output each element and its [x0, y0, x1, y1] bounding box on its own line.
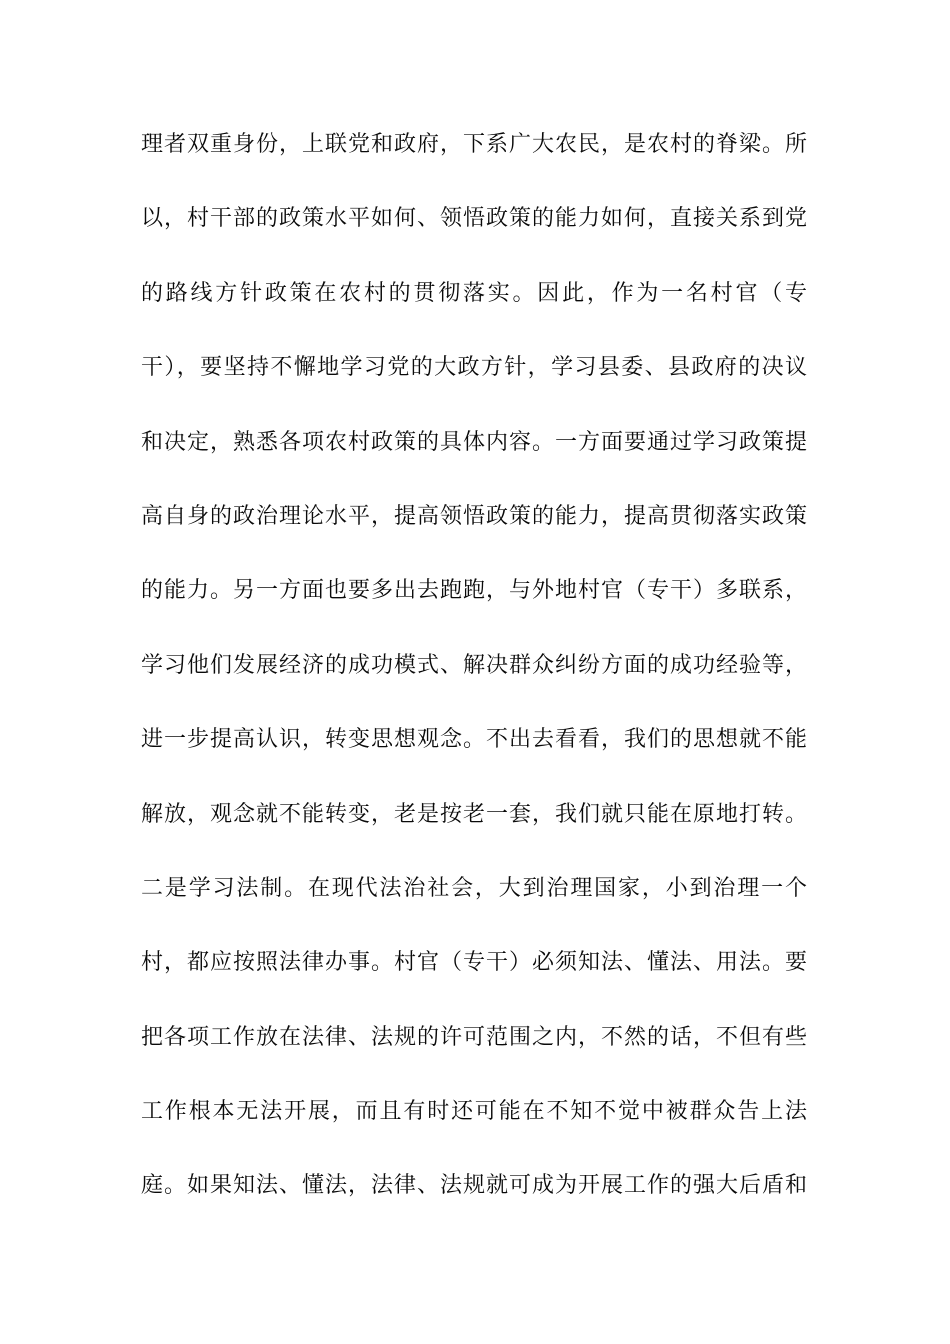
- text-line: 理者双重身份，上联党和政府，下系广大农民，是农村的脊梁。所: [141, 131, 807, 156]
- text-line: 进一步提高认识，转变思想观念。不出去看看，我们的思想就不能: [141, 726, 807, 752]
- text-line: 村，都应按照法律办事。村官（专干）必须知法、懂法、用法。要: [141, 949, 807, 975]
- text-line: 干），要坚持不懈地学习党的大政方针，学习县委、县政府的决议: [141, 354, 807, 380]
- text-line: 把各项工作放在法律、法规的许可范围之内，不然的话，不但有些: [141, 1023, 807, 1049]
- text-line: 解放，观念就不能转变，老是按老一套，我们就只能在原地打转。: [141, 800, 807, 826]
- text-line: 学习他们发展经济的成功模式、解决群众纠纷方面的成功经验等，: [141, 651, 807, 677]
- text-line: 高自身的政治理论水平，提高领悟政策的能力，提高贯彻落实政策: [141, 502, 807, 528]
- text-line: 庭。如果知法、懂法，法律、法规就可成为开展工作的强大后盾和: [141, 1172, 807, 1198]
- text-line: 工作根本无法开展，而且有时还可能在不知不觉中被群众告上法: [141, 1098, 807, 1124]
- text-block: [141, 107, 807, 1223]
- text-line: 的能力。另一方面也要多出去跑跑，与外地村官（专干）多联系，: [141, 577, 807, 603]
- text-line: 和决定，熟悉各项农村政策的具体内容。一方面要通过学习政策提: [141, 428, 807, 454]
- text-line: 以，村干部的政策水平如何、领悟政策的能力如何，直接关系到党: [141, 205, 807, 231]
- text-line: 二是学习法制。在现代法治社会，大到治理国家，小到治理一个: [141, 874, 807, 900]
- text-line: 的路线方针政策在农村的贯彻落实。因此，作为一名村官（专: [141, 279, 807, 305]
